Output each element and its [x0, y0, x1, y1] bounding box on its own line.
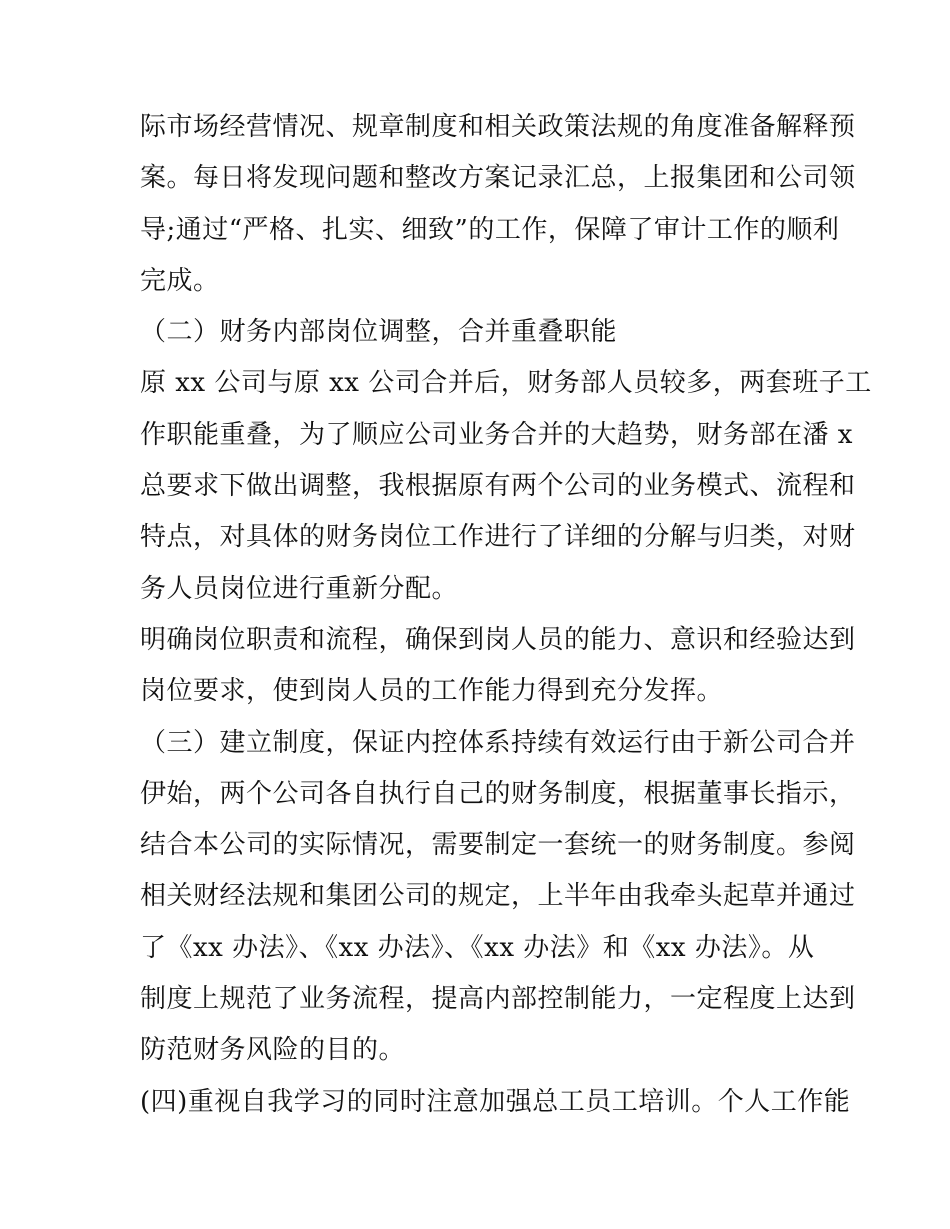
document-body [140, 102, 872, 1128]
section-heading: (四)重视自我学习的同时注意加强总工员工培训。个人工作能 [140, 1086, 851, 1117]
text-line: 原 xx 公司与原 xx 公司合并后，财务部人员较多，两套班子工 [140, 368, 872, 399]
section-heading: （二）财务内部岗位调整，合并重叠职能 [140, 317, 618, 348]
text-line: 完成。 [140, 265, 220, 296]
text-line: 总要求下做出调整，我根据原有两个公司的业务模式、流程和 [140, 471, 856, 502]
text-line: 制度上规范了业务流程，提高内部控制能力，一定程度上达到 [140, 984, 856, 1015]
text-line: 结合本公司的实际情况，需要制定一套统一的财务制度。参阅 [140, 830, 856, 861]
section-heading: （三）建立制度，保证内控体系持续有效运行由于新公司合并 [140, 727, 856, 758]
text-line: 际市场经营情况、规章制度和相关政策法规的角度准备解释预 [140, 112, 856, 142]
text-line: 明确岗位职责和流程，确保到岗人员的能力、意识和经验达到 [140, 624, 856, 655]
text-line: 岗位要求，使到岗人员的工作能力得到充分发挥。 [140, 676, 724, 707]
text-line: 案。每日将发现问题和整改方案记录汇总，上报集团和公司领 [140, 163, 856, 194]
text-line: 特点，对具体的财务岗位工作进行了详细的分解与归类，对财 [140, 522, 856, 553]
text-line: 防范财务风险的目的。 [140, 1035, 406, 1066]
text-line: 作职能重叠，为了顺应公司业务合并的大趋势，财务部在潘 x [140, 419, 853, 450]
text-line: 务人员岗位进行重新分配。 [140, 573, 459, 604]
text-line: 相关财经法规和集团公司的规定，上半年由我牵头起草并通过 [140, 881, 856, 912]
text-line: 伊始，两个公司各自执行自己的财务制度，根据董事长指示， [140, 778, 856, 809]
text-line: 导;通过“严格、扎实、细致”的工作，保障了审计工作的顺利 [140, 214, 840, 245]
text-line: 了《xx 办法》、《xx 办法》、《xx 办法》和《xx 办法》。从 [140, 932, 815, 963]
